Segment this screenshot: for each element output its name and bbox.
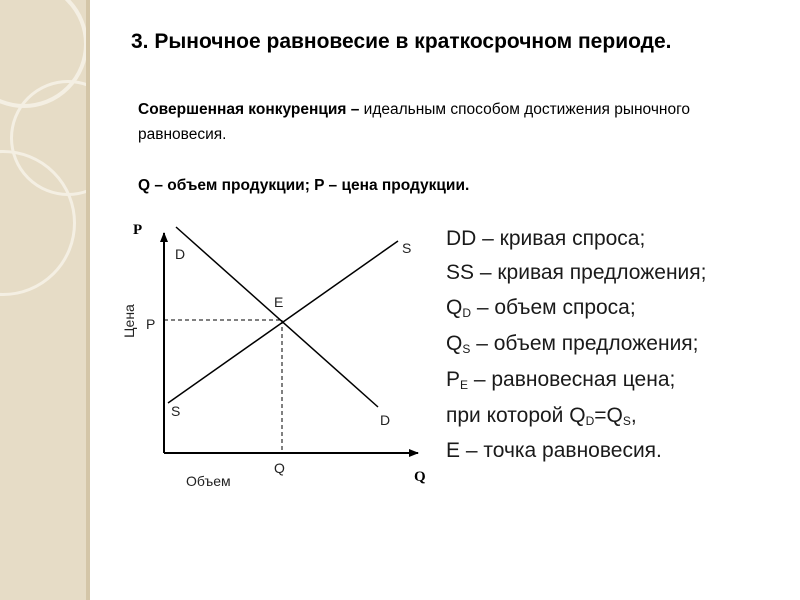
legend-symbol: Q bbox=[446, 332, 463, 355]
slide-title: 3. Рыночное равновесие в краткосрочном периоде. bbox=[131, 30, 672, 53]
legend-subscript: D bbox=[585, 414, 595, 428]
legend-text: – объем предложения; bbox=[470, 332, 699, 355]
legend-subscript: E bbox=[460, 378, 469, 392]
supply-demand-diagram bbox=[120, 215, 440, 500]
legend-item: SS – кривая предложения; bbox=[446, 261, 707, 284]
definition-body: идеальным способом достижения рыночного равновесия. bbox=[138, 101, 691, 143]
definition-text bbox=[138, 97, 768, 147]
price-tick-label: P bbox=[146, 316, 156, 332]
legend bbox=[446, 222, 706, 468]
legend-text: – равновесная цена; bbox=[468, 368, 676, 391]
supply-label-top: S bbox=[402, 240, 412, 256]
legend-symbol: Q bbox=[446, 296, 463, 319]
legend-symbol: P bbox=[446, 368, 461, 391]
legend-subscript: S bbox=[622, 414, 631, 428]
definition-term: Совершенная конкуренция – bbox=[138, 101, 360, 118]
quantity-tick-label: Q bbox=[274, 460, 285, 476]
legend-text: при которой Q bbox=[446, 404, 586, 427]
decorative-side-panel bbox=[0, 0, 90, 600]
legend-text: – объем спроса; bbox=[471, 296, 636, 319]
legend-item: DD – кривая спроса; bbox=[446, 227, 646, 250]
supply-curve bbox=[168, 241, 398, 403]
legend-item bbox=[446, 290, 706, 326]
demand-curve bbox=[176, 227, 378, 407]
legend-text: , bbox=[630, 404, 637, 427]
notation-text: Q – объем продукции; P – цена продукции. bbox=[138, 177, 470, 194]
x-axis-letter: Q bbox=[414, 469, 426, 485]
legend-item: E – точка равновесия. bbox=[446, 439, 662, 462]
demand-label-bottom: D bbox=[380, 412, 391, 428]
legend-item bbox=[446, 362, 706, 398]
legend-text: =Q bbox=[594, 404, 623, 427]
price-axis-caption: Цена bbox=[121, 304, 137, 338]
legend-subscript: D bbox=[462, 306, 472, 320]
supply-label-bottom: S bbox=[171, 403, 181, 419]
demand-label-top: D bbox=[175, 246, 186, 262]
equilibrium-point-label: E bbox=[274, 294, 284, 310]
legend-subscript: S bbox=[462, 342, 471, 356]
quantity-axis-caption: Объем bbox=[186, 473, 231, 489]
legend-item bbox=[446, 398, 706, 434]
side-panel-edge bbox=[86, 0, 90, 600]
y-axis-letter: P bbox=[133, 222, 143, 238]
legend-item bbox=[446, 326, 706, 362]
